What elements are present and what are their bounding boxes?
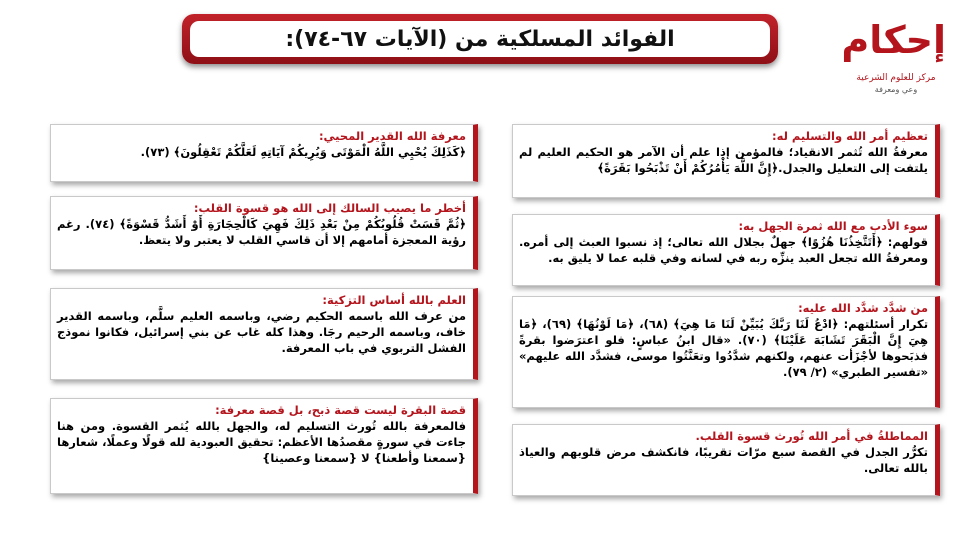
card-body: معرفةُ الله تُثمر الانقياد؛ فالمؤمن إذا علم أن الآمر هو الحكيم العليم لم يلتفت إلى التعليل والجدل.﴿إِنَّ اللَّهَ يَأْمُرُكُمْ أَنْ تَذْبَحُوا بَقَرَةً﴾ [519,145,928,175]
card-cow-story [50,398,478,494]
card-strictness [512,296,940,408]
card-heading: معرفة الله القدير المحيي: [318,129,466,143]
card-purification [50,288,478,380]
card-heading: من شدَّد شدَّد الله عليه: [798,301,928,315]
card-body: فالمعرفة بالله تُورث التسليم له، والجهل بالله يُثمر القسوة. ومن هنا جاءت في سورةٍ مقصدُها الأعظم: تحقيق العبودية لله قولًا وعملًا، شعارها {سمعنا وأطعنا} لا {سمعنا وعصينا} [57,419,466,465]
card-heading: سوء الأدب مع الله ثمرة الجهل به: [738,219,928,233]
title-banner [182,14,778,64]
card-heading: المماطلةُ في أمر الله تُورث قسوة القلب. [695,429,928,443]
logo-subtitle: مركز للعلوم الشرعية [856,73,936,83]
page-title: الفوائد المسلكية من (الآيات ٦٧-٧٤): [190,21,770,57]
card-body: ﴿ثُمَّ قَسَتْ قُلُوبُكُمْ مِنْ بَعْدِ ذَلِكَ فَهِيَ كَالْحِجَارَةِ أَوْ أَشَدُّ قَسْوَةً﴾ (٧٤). رغم رؤية المعجزة أمامهم إلا أن قاسي القلب لا يعتبر ولا يتعظ. [57,217,467,247]
card-hardness-of-heart [50,196,478,270]
logo-name: إحكام [841,18,946,62]
card-heading: تعظيم أمر الله والتسليم له: [772,129,928,143]
logo-tagline: وعي ومعرفة [874,85,918,94]
card-body: تكرار أسئلتهم: ﴿ادْعُ لَنَا رَبَّكَ يُبَيِّنْ لَنَا مَا هِيَ﴾ (٦٨)، ﴿مَا لَوْنُهَا﴾ (٦٩)، ﴿مَا هِيَ إِنَّ الْبَقَرَ تَشَابَهَ عَلَيْنَا﴾ (٧٠). «قال ابنُ عباسٍ: فلو اعترَضوا بقرةً فذبَحوها لأجْزَأت عنهم، ولكنهم شدَّدُوا وتعَنَّتُوا موسى، فشدَّد الله عليهم» «تفسير الطبري» (٢/ ٧٩). [519,317,929,379]
card-body: قولهم: ﴿أَتَتَّخِذُنَا هُزُوًا﴾ جهلٌ بجلال الله تعالى؛ إذ نسبوا العبث إلى أمره. ومعرفةُ الله تجعل العبد ينزِّه ربه في لسانه وفي قلبه عما لا يليق به. [519,235,928,265]
brand-logo [841,8,946,108]
card-body: ﴿كَذَلِكَ يُحْيِي اللَّهُ الْمَوْتَى وَيُرِيكُمْ آيَاتِهِ لَعَلَّكُمْ تَعْقِلُونَ﴾ (٧٣). [140,145,466,159]
card-bad-manners [512,214,940,286]
card-procrastination [512,424,940,496]
card-knowing-allah [50,124,478,182]
card-glorifying-allah [512,124,940,198]
card-heading: العلم بالله أساس التزكية: [322,293,466,307]
card-body: من عرف الله باسمه الحكيم رضي، وباسمه العليم سلَّم، وباسمه القدير خاف، وباسمه الرحيم رجَا. وهذا كله غاب عن بني إسرائيل، فكانوا نموذج الفشل التربوي في باب المعرفة. [57,309,466,355]
card-body: تكرُّر الجدل في القصة سبع مرّات تقريبًا، فانكشف مرض قلوبهم والعياذ بالله تعالى. [519,445,928,475]
card-heading: أخطر ما يصيب السالك إلى الله هو قسوة القلب: [193,201,466,215]
card-heading: قصة البقرة ليست قصة ذبح، بل قصة معرفة: [215,403,466,417]
